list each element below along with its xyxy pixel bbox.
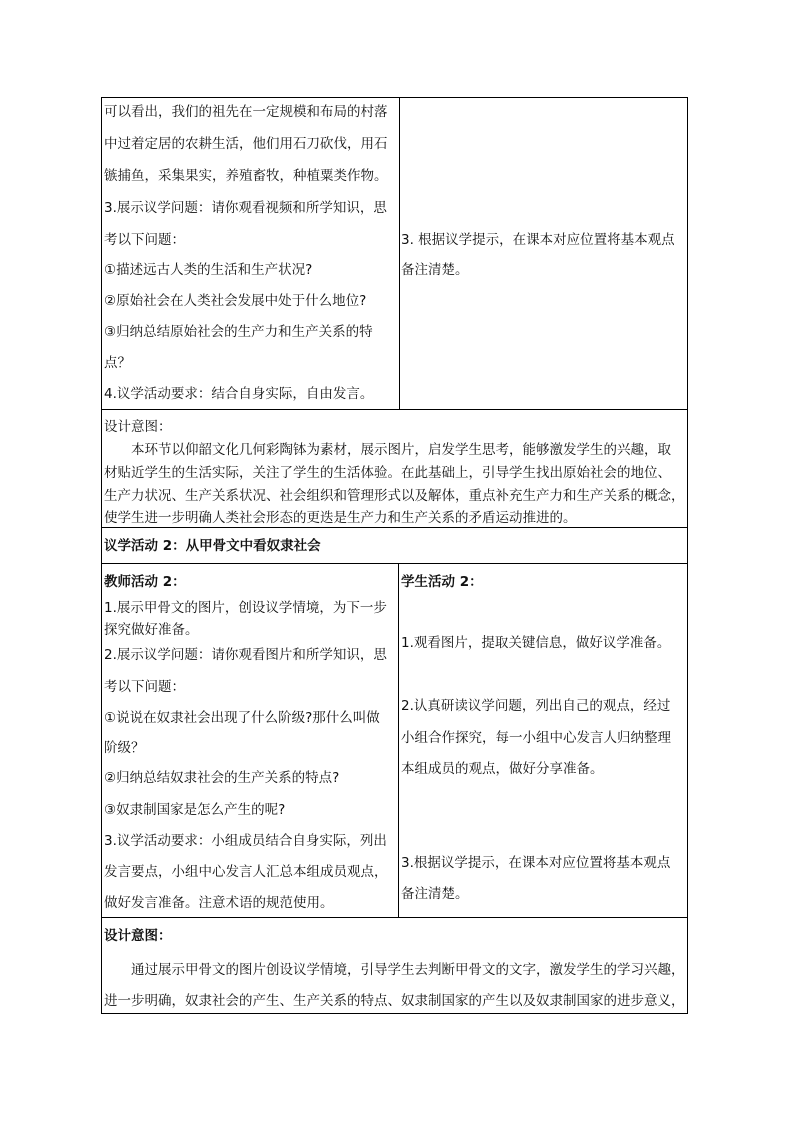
section1-left-line-7: ②原始社会在人类社会发展中处于什么地位? [104, 293, 367, 309]
section1-right-line-2: 备注清楚。 [401, 262, 469, 278]
table-border-left [101, 97, 102, 1014]
design1-line-3: 生产力状况、生产关系状况、社会组织和管理形式以及解体，重点补充生产力和生产关系的概念， [104, 488, 685, 504]
section1-left-line-3: 镞捕鱼，采集果实，养殖畜牧，种植粟类作物。 [104, 168, 388, 184]
student-line-3: 小组合作探究，每一小组中心发言人归纳整理 [401, 730, 671, 746]
design2-line-1: 通过展示甲骨文的图片创设议学情境，引导学生去判断甲骨文的文字，激发学生的学习兴趣， [131, 962, 685, 978]
table-border-bottom [101, 1013, 688, 1014]
teacher-line-7: ②归纳总结奴隶社会的生产关系的特点? [104, 770, 340, 786]
teacher-line-9: 3.议学活动要求：小组成员结合自身实际，列出 [104, 833, 387, 849]
section1-left-line-1: 可以看出，我们的祖先在一定规模和布局的村落 [104, 104, 388, 120]
teacher-activity-label: 教师活动 2： [104, 574, 186, 590]
section1-left-line-6: ①描述远古人类的生活和生产状况? [104, 262, 313, 278]
section1-left-line-8: ③归纳总结原始社会的生产力和生产关系的特 [104, 324, 373, 340]
section1-left-line-5: 考以下问题： [104, 232, 185, 248]
section1-left-line-2: 中过着定居的农耕生活，他们用石刀砍伐，用石 [104, 136, 388, 152]
student-activity-label: 学生活动 2： [401, 574, 483, 590]
activity2-title: 议学活动 2：从甲骨文中看奴隶社会 [104, 538, 321, 554]
table-border-right [687, 97, 688, 1014]
section1-left-line-9: 点？ [104, 355, 131, 371]
design1-line-1: 本环节以仰韶文化几何彩陶钵为素材，展示图片，启发学生思考，能够激发学生的兴趣，取 [131, 442, 671, 458]
section1-left-line-10: 4.议学活动要求：结合自身实际，自由发言。 [104, 386, 374, 402]
teacher-line-11: 做好发言准备。注意术语的规范使用。 [104, 895, 334, 911]
design1-line-2: 材贴近学生的生活实际，关注了学生的生活体验。在此基础上，引导学生找出原始社会的地位、 [104, 465, 671, 481]
column-divider-2 [398, 563, 399, 918]
design2-line-2: 进一步明确，奴隶社会的产生、生产关系的特点、奴隶制国家的产生以及奴隶制国家的进步意义， [104, 993, 685, 1009]
student-line-5: 3.根据议学提示，在课本对应位置将基本观点 [401, 855, 671, 871]
row-divider-4 [101, 917, 688, 918]
teacher-line-4: 考以下问题： [104, 679, 185, 695]
row-divider-1 [101, 409, 688, 410]
student-line-2: 2.认真研读议学问题，列出自己的观点，经过 [401, 698, 671, 714]
teacher-line-2: 探究做好准备。 [104, 622, 199, 638]
table-border-top [101, 97, 688, 98]
teacher-line-1: 1.展示甲骨文的图片，创设议学情境，为下一步 [104, 600, 387, 616]
teacher-line-6: 阶级？ [104, 740, 145, 756]
design1-label: 设计意图： [104, 419, 172, 435]
row-divider-3 [101, 563, 688, 564]
section1-left-line-4: 3.展示议学问题：请你观看视频和所学知识，思 [104, 200, 387, 216]
teacher-line-3: 2.展示议学问题：请你观看图片和所学知识，思 [104, 647, 387, 663]
column-divider-1 [399, 97, 400, 410]
row-divider-2 [101, 527, 688, 528]
teacher-line-10: 发言要点，小组中心发言人汇总本组成员观点， [104, 864, 388, 880]
teacher-line-5: ①说说在奴隶社会出现了什么阶级?那什么叫做 [104, 710, 380, 726]
section1-right-line-1: 3. 根据议学提示，在课本对应位置将基本观点 [401, 232, 675, 248]
design2-label: 设计意图： [104, 928, 172, 944]
student-line-6: 备注清楚。 [401, 886, 469, 902]
student-line-1: 1.观看图片，提取关键信息，做好议学准备。 [401, 635, 671, 651]
teacher-line-8: ③奴隶制国家是怎么产生的呢? [104, 802, 286, 818]
student-line-4: 本组成员的观点，做好分享准备。 [401, 761, 604, 777]
design1-line-4: 使学生进一步明确人类社会形态的更迭是生产力和生产关系的矛盾运动推进的。 [104, 510, 577, 526]
